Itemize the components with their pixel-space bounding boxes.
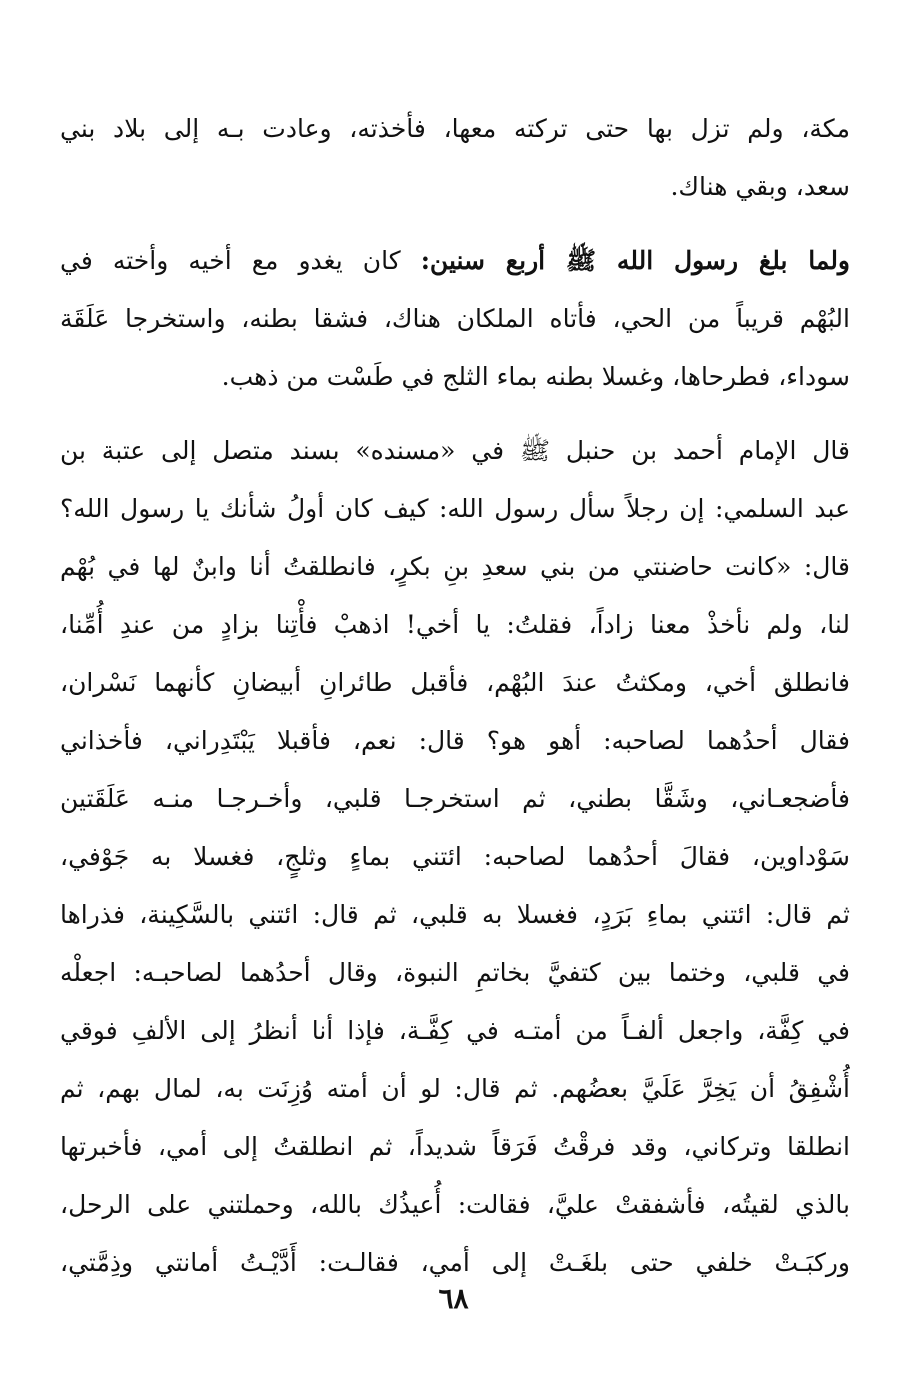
text-line: انطلقا وتركاني، وقد فرقْتُ فَرَقاً شديداً، ثم انطلقتُ إلى أمي، فأخبرتها <box>60 1132 850 1161</box>
bold-lead: ولما بلغ رسول الله ﷺ أربع سنين: <box>420 246 850 275</box>
text-line: فانطلق أخي، ومكثتُ عندَ البُهْم، فأقبل طائرانِ أبيضانِ كأنهما نَسْران، <box>60 668 850 697</box>
text-line: سَوْداوين، فقالَ أحدُهما لصاحبه: ائتني بماءٍ وثلجٍ، فغسلا به جَوْفي، <box>60 842 850 871</box>
text-line: فأضجعـاني، وشَقَّا بطني، ثم استخرجـا قلبي، وأخـرجـا منـه عَلَقَتين <box>60 784 850 813</box>
text-line: فقال أحدُهما لصاحبه: أهو هو؟ قال: نعم، فأقبلا يَبْتَدِراني، فأخذاني <box>60 726 850 755</box>
paragraph-3 <box>60 422 850 1292</box>
text-line: وركبَـتْ خلفي حتى بلغَـتْ إلى أمي، فقالـت: أَدَّيْـتُ أمانتي وذِمَّتي، <box>60 1248 850 1277</box>
text-line: ثم قال: ائتني بماءِ بَرَدٍ، فغسلا به قلبي، ثم قال: ائتني بالسَّكِينة، فذراها <box>60 900 850 929</box>
text-line: في قلبي، وختما بين كتفيَّ بخاتمِ النبوة، وقال أحدُهما لصاحبـه: اجعلْه <box>60 958 850 987</box>
text-line: مكة، ولم تزل بها حتى تركته معها، فأخذته، وعادت بـه إلى بلاد بني <box>60 114 850 143</box>
lead-continuation: كان يغدو مع أخيه وأخته في <box>60 246 401 275</box>
text-line <box>60 232 850 290</box>
text-line: سوداء، فطرحاها، وغسلا بطنه بماء الثلج في طَسْت من ذهب. <box>221 362 850 391</box>
text-line: عبد السلمي: إن رجلاً سأل رسول الله: كيف كان أولُ شأنك يا رسول الله؟ <box>60 494 850 523</box>
text-line: أُشْفِقُ أن يَخِرَّ عَلَيَّ بعضُهم. ثم قال: لو أن أمته وُزِنَت به، لمال بهم، ثم <box>60 1074 850 1103</box>
text-line: قال: «كانت حاضنتي من بني سعدِ بنِ بكرٍ، فانطلقتُ أنا وابنٌ لها في بُهْم <box>60 552 850 581</box>
page-number: ٦٨ <box>438 1282 469 1315</box>
text-line: سعد، وبقي هناك. <box>670 172 850 201</box>
paragraph-1 <box>60 100 850 216</box>
text-line: البُهْم قريباً من الحي، فأتاه الملكان هناك، فشقا بطنه، واستخرجا عَلَقَة <box>60 304 850 333</box>
text-line: في كِفَّة، واجعل ألفـاً من أمتـه في كِفَّـة، فإذا أنا أنظرُ إلى الألفِ فوقي <box>60 1016 850 1045</box>
paragraph-2 <box>60 232 850 406</box>
text-line: بالذي لقيتُه، فأشفقتْ عليَّ، فقالت: أُعيذُك بالله، وحملتني على الرحل، <box>60 1190 850 1219</box>
text-line: قال الإمام أحمد بن حنبل ﷺ في «مسنده» بسند متصل إلى عتبة بن <box>60 436 850 465</box>
text-body <box>60 100 850 1308</box>
text-line: لنا، ولم نأخذْ معنا زاداً، فقلتُ: يا أخي! اذهبْ فأْتِنا بزادٍ من عندِ أُمِّنا، <box>60 610 850 639</box>
